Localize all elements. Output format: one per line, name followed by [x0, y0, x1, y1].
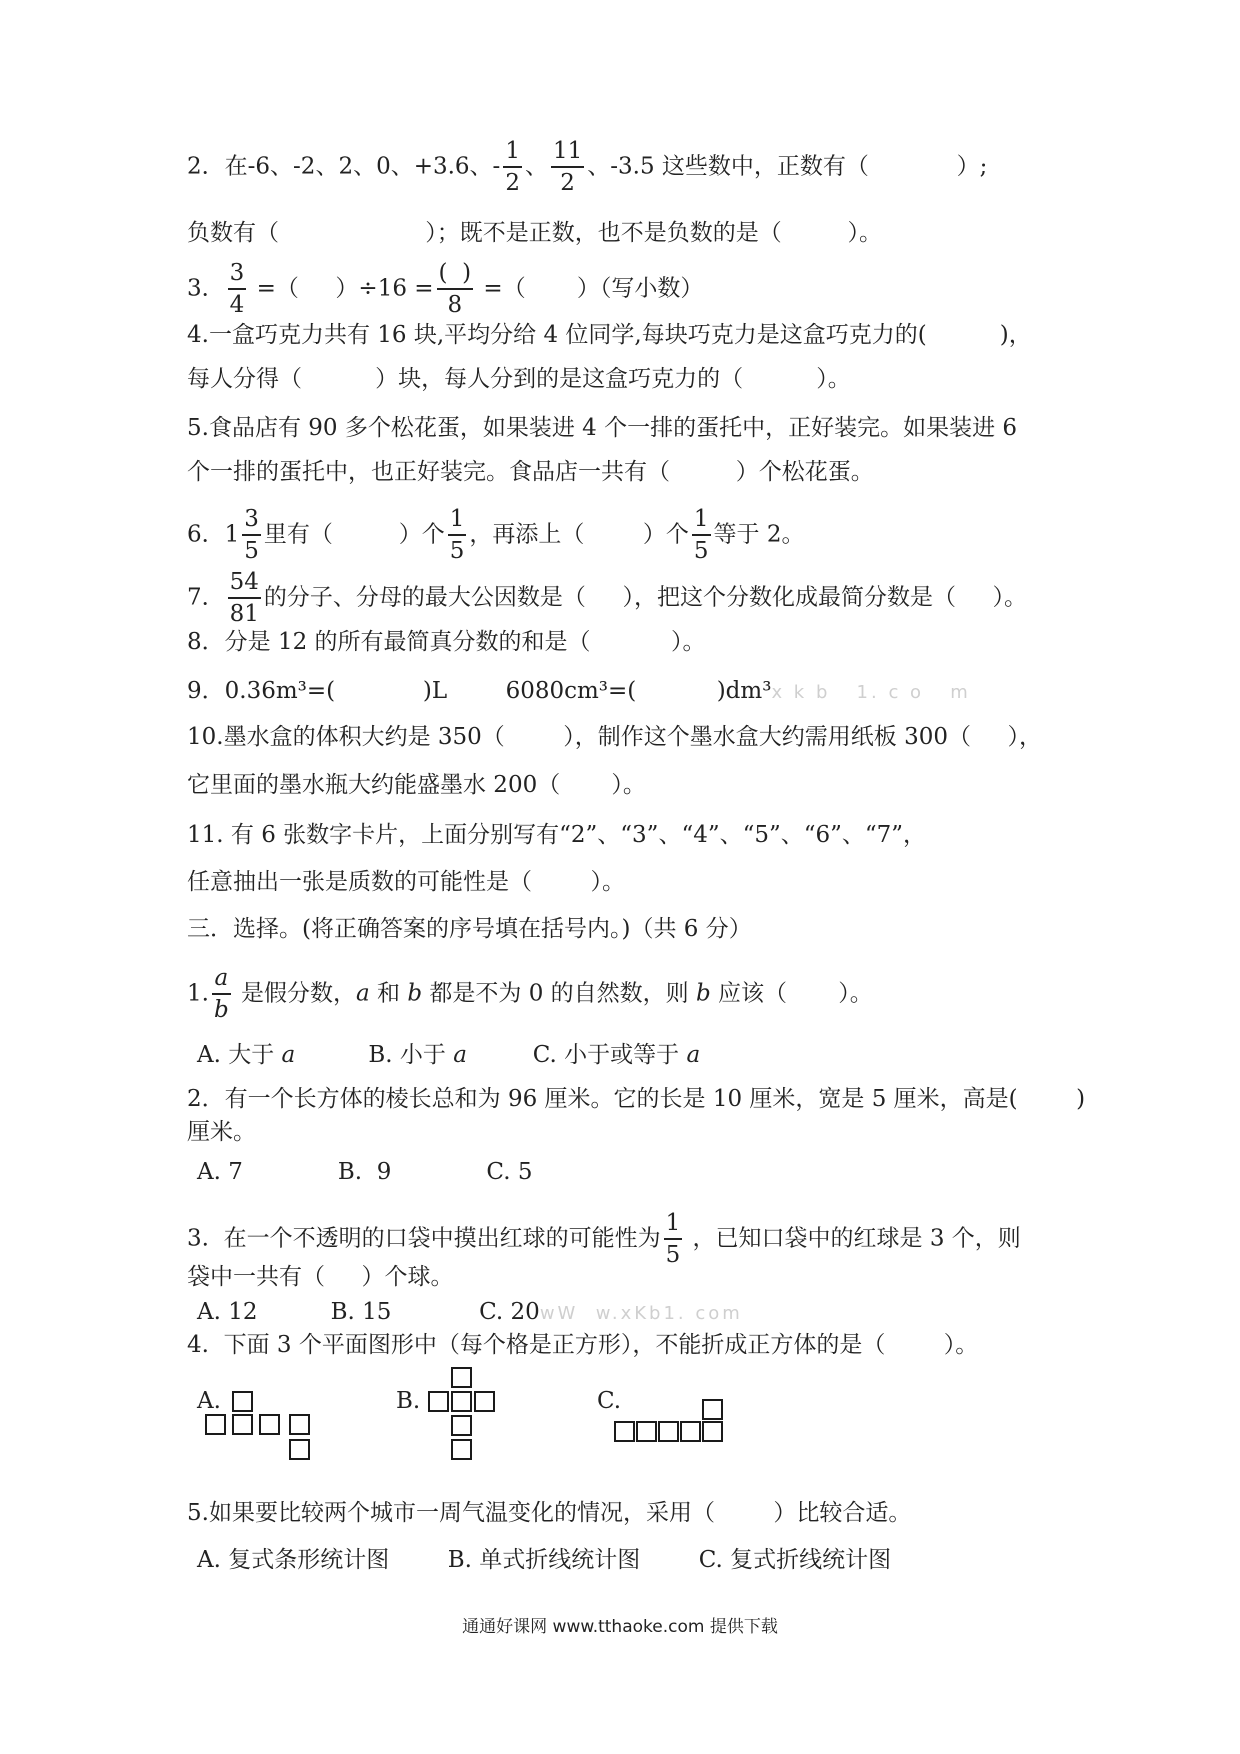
choice-3-options: A. 12 B. 15 C. 20wW w.xKb1. com [197, 1299, 743, 1325]
question-11-line-1: 11. 有 6 张数字卡片，上面分别写有“2”、“3”、“4”、“5”、“6”、“7”， [187, 822, 927, 848]
question-6: 6．1 $\frac{3}{5}$ 里有（ ）个 $\frac{1}{5}$ ，再添上（ ）个 $\frac{1}{5}$ 等于 2。 [187, 506, 805, 564]
net-cell [205, 1414, 226, 1435]
net-cell [702, 1421, 723, 1442]
choice-1: 1. $\frac{a}{b}$ 是假分数，a 和 b 都是不为 0 的自然数，则 b 应该（ ）。 [187, 965, 873, 1023]
question-3: 3． $\frac{3}{4}$ =（ ）÷16 = $\frac{( )}{8}$ =（ ）（写小数） [187, 260, 704, 318]
net-cell [451, 1439, 472, 1460]
question-8: 8．分是 12 的所有最简真分数的和是（ ）。 [187, 629, 706, 655]
net-cell [232, 1391, 253, 1412]
choice-2-options: A. 7 B. 9 C. 5 [197, 1159, 533, 1185]
question-11-line-2: 任意抽出一张是质数的可能性是（ ）。 [187, 869, 625, 895]
question-9: 9．0.36m³=( )L 6080cm³=( )dm³x k b 1. c o m [187, 678, 971, 704]
fraction-one-fifth: $\frac{1}{5}$ [449, 506, 465, 564]
net-c-label: C. [597, 1388, 622, 1414]
question-4-line-2: 每人分得（ ）块，每人分到的是这盒巧克力的（ ）。 [187, 366, 851, 392]
question-2-line-1: 2．在-6、-2、2、0、+3.6、- $\frac{1}{2}$ 、 $\frac{11}{2}$ 、-3.5 这些数中，正数有（ ）; [187, 138, 988, 196]
section-3-heading: 三．选择。(将正确答案的序号填在括号内。)（共 6 分） [187, 916, 752, 942]
fraction-one-fifth-2: $\frac{1}{5}$ [693, 506, 709, 564]
net-cell [428, 1391, 449, 1412]
net-cell [451, 1391, 472, 1412]
net-cell [451, 1415, 472, 1436]
net-cell [289, 1414, 310, 1435]
choice-2-line-2: 厘米。 [187, 1119, 256, 1145]
question-7: 7． $\frac{54}{81}$ 的分子、分母的最大公因数是（ ），把这个分数化成最简分数是（ ）。 [187, 569, 1028, 627]
net-cell [636, 1421, 657, 1442]
net-cell [680, 1421, 701, 1442]
net-cell [702, 1399, 723, 1420]
net-cell [474, 1391, 495, 1412]
mixed-fraction-part: $\frac{3}{5}$ [244, 506, 259, 564]
fraction-one-half: $\frac{1}{2}$ [505, 138, 520, 196]
question-5-line-2: 个一排的蛋托中，也正好装完。食品店一共有（ ）个松花蛋。 [187, 459, 874, 485]
net-cell [614, 1421, 635, 1442]
question-10-line-1: 10.墨水盒的体积大约是 350（ ），制作这个墨水盒大约需用纸板 300（ ）， [187, 724, 1043, 750]
choice-3-line-1: 3. 在一个不透明的口袋中摸出红球的可能性为 $\frac{1}{5}$ ，已知口袋中的红球是 3 个，则 [187, 1210, 1021, 1268]
fraction-one-fifth-3: $\frac{1}{5}$ [665, 1210, 681, 1268]
question-10-line-2: 它里面的墨水瓶大约能盛墨水 200（ ）。 [187, 772, 646, 798]
fraction-54-81: $\frac{54}{81}$ [229, 569, 259, 627]
net-cell [232, 1414, 253, 1435]
fraction-eleven-halves: $\frac{11}{2}$ [552, 138, 583, 196]
net-b-label: B. [396, 1388, 421, 1414]
question-5-line-1: 5.食品店有 90 多个松花蛋，如果装进 4 个一排的蛋托中，正好装完。如果装进 6 [187, 415, 1018, 441]
page-footer: 通通好课网 www.tthaoke.com 提供下载 [462, 1617, 778, 1637]
net-cell [451, 1367, 472, 1388]
watermark-text: x k b 1. c o m [771, 682, 971, 703]
net-a-label: A. [197, 1388, 221, 1414]
net-cell [289, 1439, 310, 1460]
choice-4: 4. 下面 3 个平面图形中（每个格是正方形），不能折成正方体的是（ ）。 [187, 1332, 979, 1358]
choice-5: 5.如果要比较两个城市一周气温变化的情况，采用（ ）比较合适。 [187, 1500, 912, 1526]
fraction-blank-over-8: $\frac{( )}{8}$ [438, 260, 472, 318]
question-2-line-2: 负数有（ ）；既不是正数，也不是负数的是（ ）。 [187, 220, 883, 246]
choice-1-options: A. 大于 a B. 小于 a C. 小于或等于 a [197, 1042, 701, 1068]
watermark-text-2: wW w.xKb1. com [539, 1303, 743, 1324]
question-4-line-1: 4.一盒巧克力共有 16 块,平均分给 4 位同学,每块巧克力是这盒巧克力的( )， [187, 322, 1032, 348]
choice-3-line-2: 袋中一共有（ ）个球。 [187, 1264, 454, 1290]
choice-5-options: A. 复式条形统计图 B. 单式折线统计图 C. 复式折线统计图 [197, 1547, 892, 1573]
net-cell [658, 1421, 679, 1442]
net-cell [259, 1414, 280, 1435]
fraction-three-quarters: $\frac{3}{4}$ [229, 260, 245, 318]
fraction-a-over-b: $\frac{a}{b}$ [213, 965, 229, 1023]
choice-2-line-1: 2．有一个长方体的棱长总和为 96 厘米。它的长是 10 厘米，宽是 5 厘米，高是( ) [187, 1086, 1086, 1112]
